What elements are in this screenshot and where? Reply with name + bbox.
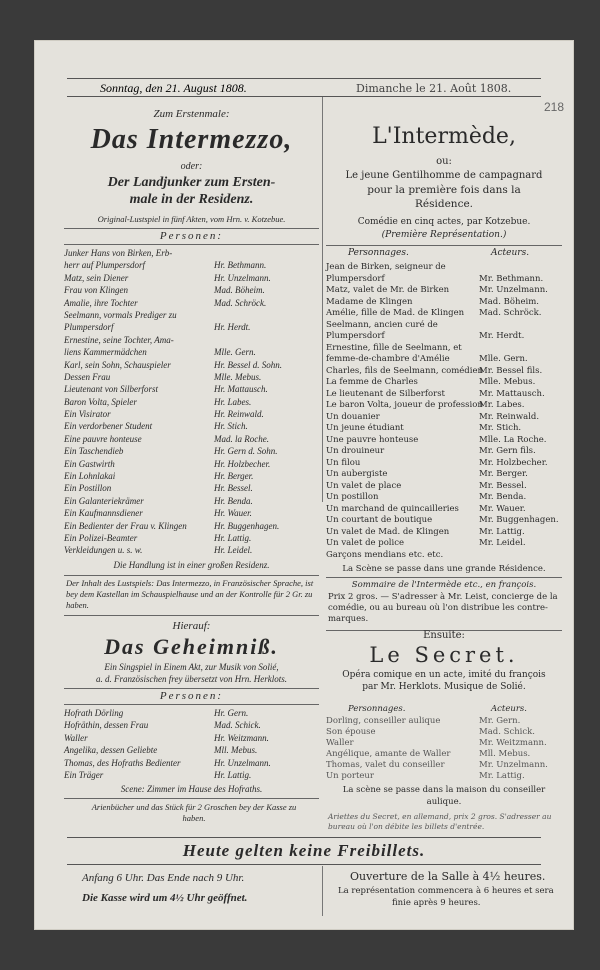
cast-row — [326, 320, 562, 332]
de-second-personen: Personen: — [159, 690, 224, 702]
cast-row — [64, 408, 319, 420]
actor: Hr. Bessel d. Sohn. — [214, 359, 282, 370]
fr-scene: La Scène se passe dans une grande Résidence. — [342, 564, 546, 574]
role: Karl, sein Sohn, Schauspieler — [64, 359, 171, 370]
cast-row — [326, 504, 562, 516]
role: Ein Träger — [64, 769, 104, 780]
role: Amélie, fille de Mad. de Klingen — [326, 308, 465, 318]
actor: Mad. Schröck. — [479, 308, 542, 318]
actor: Hr. Wauer. — [214, 508, 252, 519]
cast-row — [64, 744, 319, 756]
cast-row — [64, 321, 319, 333]
role: Une pauvre honteuse — [326, 434, 419, 445]
de-description: Original-Lustspiel in fünf Akten, vom Hrn. v. Kotzebue. — [97, 214, 286, 224]
de-second-desc-1: Ein Singspiel in Einem Akt, zur Musik von Solié, — [104, 662, 279, 672]
actor: Hr. Weitzmann. — [214, 732, 269, 743]
role: Charles, fils de Seelmann, comédien — [326, 365, 483, 376]
cast-row — [64, 520, 319, 532]
fr-second-personnages: Personnages. — [348, 704, 406, 714]
actor: Hr. Benda. — [214, 495, 253, 506]
start-time: Anfang 6 Uhr. Das Ende nach 9 Uhr. — [82, 872, 245, 884]
fr-second-title: Le Secret. — [369, 643, 519, 667]
fr-rule-2 — [326, 577, 562, 578]
actor: Mad. la Roche. — [214, 433, 269, 444]
cast-row — [64, 507, 319, 519]
cast-row — [64, 445, 319, 457]
actor: Hr. Stich. — [214, 421, 248, 432]
cast-row — [64, 757, 319, 769]
de-summary-note: Der Inhalt des Lustspiels: Das Intermezzo, in Französischer Sprache, ist bey dem Kastellan im Schauspielhause und an der Kontrolle für 2 Gr. zu haben. — [66, 578, 314, 610]
fr-second-desc-1: Opéra comique en un acte, imité du françois — [342, 670, 546, 680]
de-subtitle-2: male in der Residenz. — [129, 192, 254, 207]
cast-row — [326, 749, 562, 760]
fr-personnages-heading: Personnages. — [348, 248, 409, 258]
role: Plumpersdorf — [326, 273, 385, 284]
fr-second-acteurs: Acteurs. — [491, 704, 527, 714]
role: Madame de Klingen — [326, 296, 413, 307]
role: Angélique, amante de Waller — [326, 749, 451, 759]
cast-row — [326, 515, 562, 527]
actor: Mr. Lattig. — [479, 526, 525, 537]
cast-row — [64, 346, 319, 358]
role: Un douanier — [326, 411, 380, 422]
actor: Mad. Schick. — [214, 720, 261, 731]
actor: Hr. Berger. — [214, 471, 254, 482]
cast-row — [64, 732, 319, 744]
date-german: Sonntag, den 21. August 1808. — [100, 81, 247, 95]
role: Plumpersdorf — [326, 331, 385, 341]
cast-row — [326, 458, 562, 470]
cast-row — [326, 354, 562, 366]
footer-rule-2 — [67, 864, 541, 865]
column-divider — [322, 97, 323, 502]
actor: Mr. Berger. — [479, 469, 528, 479]
cast-row — [64, 371, 319, 383]
actor: Mr. Labes. — [479, 400, 525, 410]
role: Lieutenant von Silberforst — [64, 384, 158, 395]
role: Un marchand de quincailleries — [326, 503, 459, 514]
role: Un porteur — [326, 771, 374, 781]
de-rule-7 — [64, 798, 319, 799]
role: Ein Galanteriekrämer — [64, 495, 144, 506]
role: liens Kammermädchen — [64, 347, 147, 358]
role: Seelmann, ancien curé de — [326, 319, 438, 330]
de-scene: Die Handlung ist in einer großen Residenz. — [113, 560, 270, 570]
cast-row — [326, 469, 562, 481]
role: Ernestine, seine Tochter, Ama- — [64, 334, 174, 345]
performance-times-2: finie après 9 heures. — [392, 898, 481, 908]
cast-row — [326, 760, 562, 771]
cast-row — [326, 738, 562, 749]
de-hierauf: Hierauf: — [172, 620, 211, 632]
actor: Mr. Leidel. — [479, 538, 526, 548]
cast-row — [64, 470, 319, 482]
actor: Mr. Unzelmann. — [479, 285, 548, 295]
box-office-time: Die Kasse wird um 4½ Uhr geöffnet. — [82, 892, 248, 904]
cast-row — [64, 707, 319, 719]
actor: Hr. Labes. — [214, 396, 252, 407]
role: Un valet de Mad. de Klingen — [326, 526, 450, 537]
actor: Mlle. Gern. — [479, 354, 528, 364]
role: Un drouineur — [326, 446, 385, 456]
role: Un postillon — [326, 492, 379, 502]
cast-row — [326, 435, 562, 447]
de-kicker: Zum Erstenmale: — [153, 108, 230, 120]
role: Un courtant de boutique — [326, 515, 433, 525]
cast-row — [326, 262, 562, 274]
role: Ein Polizei-Beamter — [64, 532, 138, 543]
fr-subtitle-1: Le jeune Gentilhomme de campagnard — [345, 170, 543, 181]
role: Un aubergiste — [326, 469, 388, 479]
footer-rule-1 — [67, 837, 541, 838]
role: Waller — [64, 732, 88, 743]
actor: Mr. Reinwald. — [479, 411, 540, 422]
actor: Mad. Schröck. — [214, 297, 267, 308]
fr-summary-note-2: Prix 2 gros. — S'adresser à Mr. Leist, concierge de la comédie, ou au bureau où l'on distribue les contre-marques. — [328, 592, 558, 624]
role: Plumpersdorf — [64, 322, 114, 333]
archive-number: 218 — [543, 100, 564, 114]
de-rule-5 — [64, 688, 319, 689]
cast-row — [64, 544, 319, 556]
actor: Hr. Unzelmann. — [214, 757, 271, 768]
de-cast-list — [64, 247, 319, 557]
actor: Mr. Bethmann. — [479, 273, 544, 284]
role: Un jeune étudiant — [326, 423, 404, 433]
cast-row — [64, 396, 319, 408]
actor: Mr. Gern fils. — [479, 446, 536, 456]
cast-row — [64, 284, 319, 296]
de-title: Das Intermezzo, — [90, 124, 293, 155]
cast-row — [326, 389, 562, 401]
fr-rule-1 — [326, 245, 562, 246]
cast-row — [326, 297, 562, 309]
role: Waller — [326, 738, 354, 748]
fr-ensuite: Ensuite: — [423, 630, 465, 641]
cast-row — [326, 423, 562, 435]
cast-row — [326, 716, 562, 727]
actor: Mr. Bessel. — [479, 480, 527, 491]
cast-row — [326, 527, 562, 539]
cast-row — [64, 309, 319, 321]
actor: Mr. Holzbecher. — [479, 457, 548, 468]
actor: Mlle. Gern. — [214, 347, 256, 358]
role: Ein Visirator — [64, 409, 111, 420]
role: Un valet de police — [326, 538, 405, 548]
role: Dorling, conseiller aulique — [326, 716, 441, 726]
header-rule-top — [67, 78, 541, 79]
role: Un filou — [326, 457, 361, 468]
role: Dessen Frau — [64, 371, 111, 382]
cast-row — [326, 400, 562, 412]
de-rule-4 — [64, 615, 319, 616]
actor: Mr. Herdt. — [479, 331, 525, 341]
fr-acteurs-heading: Acteurs. — [491, 248, 530, 258]
role: Ein Lohnlakai — [64, 471, 116, 482]
role: Angelika, dessen Geliebte — [64, 745, 158, 756]
cast-row — [326, 727, 562, 738]
role: femme-de-chambre d'Amélie — [326, 354, 450, 364]
actor: Mr. Buggenhagen. — [479, 515, 559, 525]
role: Junker Hans von Birken, Erb- — [64, 248, 173, 258]
role: Ein Postillon — [64, 483, 112, 494]
role: Ein Kaufmannsdiener — [64, 508, 143, 519]
cast-row — [64, 247, 319, 259]
actor: Mr. Benda. — [479, 492, 527, 502]
cast-row — [326, 771, 562, 782]
de-second-title: Das Geheimniß. — [104, 634, 279, 659]
cast-row — [64, 433, 319, 445]
performance-times-1: La représentation commencera à 6 heures et sera — [338, 886, 554, 896]
actor: Hr. Gern. — [214, 708, 249, 718]
role: Ernestine, fille de Seelmann, et — [326, 342, 462, 353]
fr-second-scene-1: La scène se passe dans la maison du conseiller — [342, 785, 546, 795]
role: Thomas, des Hofraths Bedienter — [64, 757, 181, 768]
cast-row — [326, 285, 562, 297]
cast-row — [64, 272, 319, 284]
no-free-tickets: Heute gelten keine Freibillets. — [182, 841, 426, 860]
cast-row — [326, 377, 562, 389]
role: Le baron Volta, joueur de profession — [326, 400, 483, 410]
actor: Hr. Lattig. — [214, 532, 252, 543]
cast-row — [64, 359, 319, 371]
de-second-cast-list — [64, 707, 319, 781]
role: Seelmann, vormals Prediger zu — [64, 309, 177, 320]
cast-row — [326, 538, 562, 550]
actor: Hr. Lattig. — [214, 769, 252, 780]
de-personen-heading: Personen: — [159, 230, 224, 242]
fr-subtitle-2: pour la première fois dans la — [367, 184, 521, 196]
role: Ein Taschendieb — [64, 446, 124, 457]
hall-opening: Ouverture de la Salle à 4½ heures. — [350, 870, 546, 883]
actor: Hr. Leidel. — [214, 545, 253, 556]
role: Hofräthin, dessen Frau — [64, 720, 149, 731]
actor: Mr. Gern. — [479, 716, 521, 726]
de-second-note: Arienbücher und das Stück für 2 Groschen bey der Kasse zu haben. — [91, 802, 297, 823]
role: La femme de Charles — [326, 377, 418, 387]
cast-row — [64, 383, 319, 395]
actor: Hr. Bethmann. — [214, 260, 267, 271]
role: Hofrath Dörling — [64, 708, 124, 718]
actor: Mlle. Mebus. — [214, 371, 262, 382]
cast-row — [326, 366, 562, 378]
cast-row — [326, 343, 562, 355]
actor: Mr. Lattig. — [479, 771, 525, 781]
role: Amalie, ihre Tochter — [64, 297, 138, 308]
role: Baron Volta, Spieler — [64, 396, 137, 407]
cast-row — [326, 274, 562, 286]
actor: Mll. Mebus. — [214, 745, 258, 756]
footer-divider — [322, 866, 323, 916]
fr-summary-note-1: Sommaire de l'Intermède etc., en françois. — [351, 580, 537, 590]
cast-row — [326, 492, 562, 504]
role: Son épouse — [326, 727, 376, 737]
actor: Hr. Unzelmann. — [214, 272, 271, 283]
fr-subtitle-3: Résidence. — [415, 198, 473, 210]
role: Frau von Klingen — [64, 285, 128, 296]
actor: Mr. Weitzmann. — [479, 738, 547, 748]
role: Ein Bedienter der Frau v. Klingen — [64, 520, 187, 531]
cast-row — [64, 495, 319, 507]
role: Matz, valet de Mr. de Birken — [326, 285, 450, 295]
cast-row — [326, 331, 562, 343]
de-oder: oder: — [180, 161, 203, 172]
cast-row — [64, 458, 319, 470]
cast-row — [326, 308, 562, 320]
role: Garçons mendians etc. etc. — [326, 549, 444, 560]
role: Verkleidungen u. s. w. — [64, 545, 143, 556]
cast-row — [326, 550, 562, 562]
header-rule-bottom — [67, 96, 541, 97]
cast-row — [326, 412, 562, 424]
role: Eine pauvre honteuse — [64, 433, 142, 444]
cast-row — [326, 481, 562, 493]
role: Ein verdorbener Student — [64, 421, 153, 432]
cast-row — [64, 420, 319, 432]
cast-row — [64, 334, 319, 346]
actor: Mr. Unzelmann. — [479, 760, 548, 770]
fr-second-cast-list — [326, 716, 562, 782]
fr-ou: ou: — [436, 156, 452, 167]
fr-second-scene-2: aulique. — [426, 797, 462, 807]
de-rule-2 — [64, 244, 319, 245]
actor: Mlle. La Roche. — [479, 434, 547, 445]
cast-row — [64, 482, 319, 494]
fr-second-desc-2: par Mr. Herklots. Musique de Solié. — [362, 682, 526, 692]
actor: Hr. Buggenhagen. — [214, 520, 280, 531]
actor: Hr. Bessel. — [214, 483, 253, 494]
actor: Mll. Mebus. — [479, 749, 531, 759]
actor: Hr. Gern d. Sohn. — [214, 446, 278, 457]
fr-title: L'Intermède, — [372, 124, 516, 149]
role: Jean de Birken, seigneur de — [326, 262, 446, 272]
cast-row — [64, 532, 319, 544]
actor: Hr. Holzbecher. — [214, 458, 271, 469]
actor: Mad. Schick. — [479, 727, 536, 737]
de-second-scene: Scene: Zimmer im Hause des Hofraths. — [120, 784, 263, 794]
cast-row — [64, 719, 319, 731]
de-rule-1 — [64, 228, 319, 229]
actor: Mlle. Mebus. — [479, 377, 536, 387]
actor: Hr. Mattausch. — [214, 384, 268, 395]
de-rule-3 — [64, 575, 319, 576]
fr-description: Comédie en cinq actes, par Kotzebue. — [357, 217, 531, 227]
fr-cast-list — [326, 262, 562, 561]
actor: Mad. Böheim. — [479, 296, 539, 307]
de-rule-6 — [64, 704, 319, 705]
actor: Hr. Herdt. — [214, 322, 251, 333]
date-french: Dimanche le 21. Août 1808. — [356, 82, 512, 95]
role: Thomas, valet du conseiller — [326, 760, 445, 770]
playbill-sheet — [34, 40, 574, 930]
actor: Hr. Reinwald. — [214, 409, 264, 420]
fr-premiere: (Première Représentation.) — [381, 230, 507, 240]
fr-second-note: Ariettes du Secret, en allemand, prix 2 gros. S'adresser au bureau où l'on débite les billets d'entrée. — [328, 812, 552, 831]
role: Ein Gastwirth — [64, 458, 115, 469]
actor: Mr. Stich. — [479, 423, 522, 433]
actor: Mr. Mattausch. — [479, 388, 545, 399]
de-subtitle-1: Der Landjunker zum Ersten- — [107, 175, 276, 190]
actor: Mr. Bessel fils. — [479, 365, 543, 376]
de-second-desc-2: a. d. Französischen frey übersetzt von Hrn. Herklots. — [96, 674, 287, 684]
actor: Mr. Wauer. — [479, 503, 526, 514]
cast-row — [326, 446, 562, 458]
cast-row — [64, 769, 319, 781]
role: Un valet de place — [326, 480, 402, 491]
actor: Mad. Böheim. — [214, 285, 265, 296]
role: Matz, sein Diener — [64, 272, 129, 283]
cast-row — [64, 259, 319, 271]
cast-row — [64, 297, 319, 309]
role: herr auf Plumpersdorf — [64, 260, 145, 271]
role: Le lieutenant de Silberforst — [326, 388, 445, 399]
